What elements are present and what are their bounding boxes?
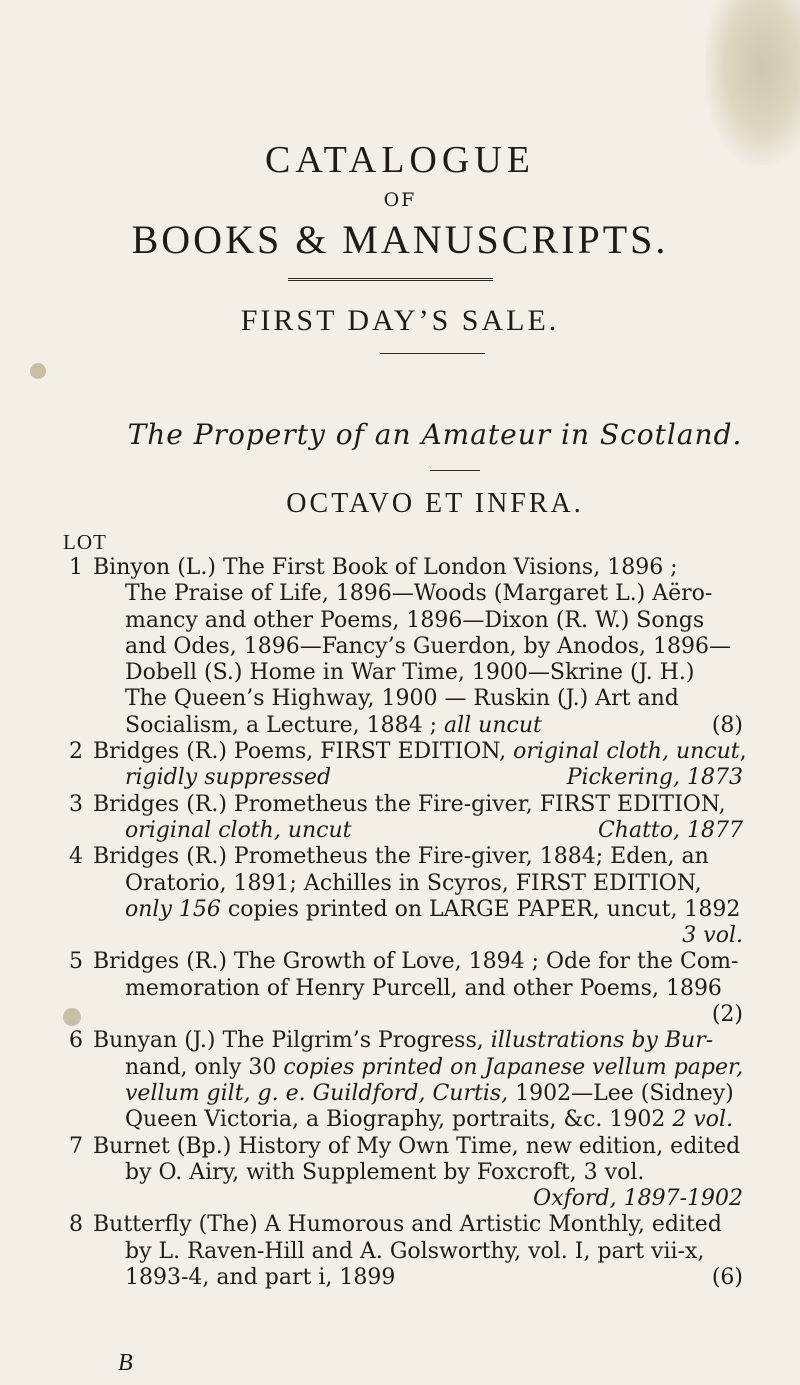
lot-right-note: Oxford, 1897-1902 <box>533 1186 743 1212</box>
lot-text-line: 1893-4, and part i, 1899 <box>125 1265 396 1291</box>
lot-entry <box>53 1134 743 1213</box>
foxing-spot <box>30 363 46 379</box>
lot-list <box>53 555 747 1291</box>
sale-divider <box>380 353 485 354</box>
lot-number: 4 <box>69 844 83 870</box>
lot-text-line: Dobell (S.) Home in War Time, 1900—Skrine (J. H.) <box>125 660 695 686</box>
sale-day-heading: FIRST DAY’S SALE. <box>240 304 560 337</box>
lot-right-note: (6) <box>711 1265 743 1291</box>
lot-number: 1 <box>69 555 83 580</box>
signature-mark: B <box>118 1350 133 1376</box>
lot-text-line: Bridges (R.) Poems, FIRST EDITION, original cloth, uncut, <box>93 739 747 765</box>
lot-text-line: The Queen’s Highway, 1900 — Ruskin (J.) Art and <box>125 686 679 712</box>
lot-text-line: by O. Airy, with Supplement by Foxcroft, 3 vol. <box>125 1159 645 1185</box>
lot-entry <box>53 844 743 949</box>
lot-number: 6 <box>69 1028 83 1054</box>
lot-text-line: Queen Victoria, a Biography, portraits, &c. 1902 2 vol. <box>125 1107 734 1133</box>
lot-text-line: Bridges (R.) Prometheus the Fire-giver, 1884; Eden, an <box>93 844 709 870</box>
lot-text-line: Bridges (R.) Prometheus the Fire-giver, FIRST EDITION, <box>93 791 726 817</box>
heading-divider <box>288 278 493 281</box>
lot-number: 2 <box>69 739 83 765</box>
catalogue-heading: CATALOGUE <box>265 139 535 181</box>
lot-text-line: Binyon (L.) The First Book of London Visions, 1896 ; <box>93 555 678 580</box>
format-heading: OCTAVO ET INFRA. <box>286 488 584 519</box>
lot-number: 3 <box>69 791 83 817</box>
lot-text-line: only 156 copies printed on LARGE PAPER, uncut, 1892 <box>125 896 741 922</box>
lot-text-line: The Praise of Life, 1896—Woods (Margaret L.) Aëro- <box>125 581 713 607</box>
lot-column-label: LOT <box>63 530 107 554</box>
lot-text-line: Bridges (R.) The Growth of Love, 1894 ; Ode for the Com- <box>93 949 739 975</box>
property-divider <box>430 470 480 471</box>
lot-right-note: Chatto, 1877 <box>597 817 743 843</box>
lot-text-line: nand, only 30 copies printed on Japanese vellum paper, <box>125 1054 744 1080</box>
lot-text-line: Butterfly (The) A Humorous and Artistic Monthly, edited <box>93 1212 722 1238</box>
lot-right-note: (8) <box>711 712 743 738</box>
lot-number: 8 <box>69 1212 83 1238</box>
lot-entry <box>53 1028 743 1133</box>
lot-text-line: Oratorio, 1891; Achilles in Scyros, FIRST EDITION, <box>125 870 702 896</box>
lot-entry <box>53 792 743 845</box>
lot-text-line: mancy and other Poems, 1896—Dixon (R. W.) Songs <box>125 607 705 633</box>
lot-number: 7 <box>69 1133 83 1159</box>
books-manuscripts-heading: BOOKS & MANUSCRIPTS. <box>131 217 669 262</box>
lot-text-line: by L. Raven-Hill and A. Golsworthy, vol. I, part vii-x, <box>125 1238 705 1264</box>
lot-entry <box>53 1212 743 1291</box>
of-heading: OF <box>383 189 417 211</box>
lot-right-note: Pickering, 1873 <box>566 765 743 791</box>
lot-text-line: Burnet (Bp.) History of My Own Time, new edition, edited <box>93 1133 741 1159</box>
lot-entry <box>53 739 747 792</box>
lot-entry <box>53 949 743 1028</box>
lot-text-line: memoration of Henry Purcell, and other Poems, 1896 <box>125 975 722 1001</box>
lot-right-note: 3 vol. <box>682 923 743 949</box>
lot-right-note: (2) <box>711 1002 743 1028</box>
lot-text-line: and Odes, 1896—Fancy’s Guerdon, by Anodos, 1896— <box>125 633 732 659</box>
lot-text-line: Socialism, a Lecture, 1884 ; all uncut <box>125 712 542 738</box>
lot-text-line: vellum gilt, g. e. Guildford, Curtis, 1902—Lee (Sidney) <box>125 1080 734 1106</box>
lot-entry <box>53 555 743 739</box>
property-heading: The Property of an Amateur in Scotland. <box>127 418 743 451</box>
lot-text-line: rigidly suppressed <box>125 765 332 791</box>
lot-number: 5 <box>69 949 83 975</box>
lot-text-line: original cloth, uncut <box>125 817 352 843</box>
lot-text-line: Bunyan (J.) The Pilgrim’s Progress, illustrations by Bur- <box>93 1028 714 1054</box>
